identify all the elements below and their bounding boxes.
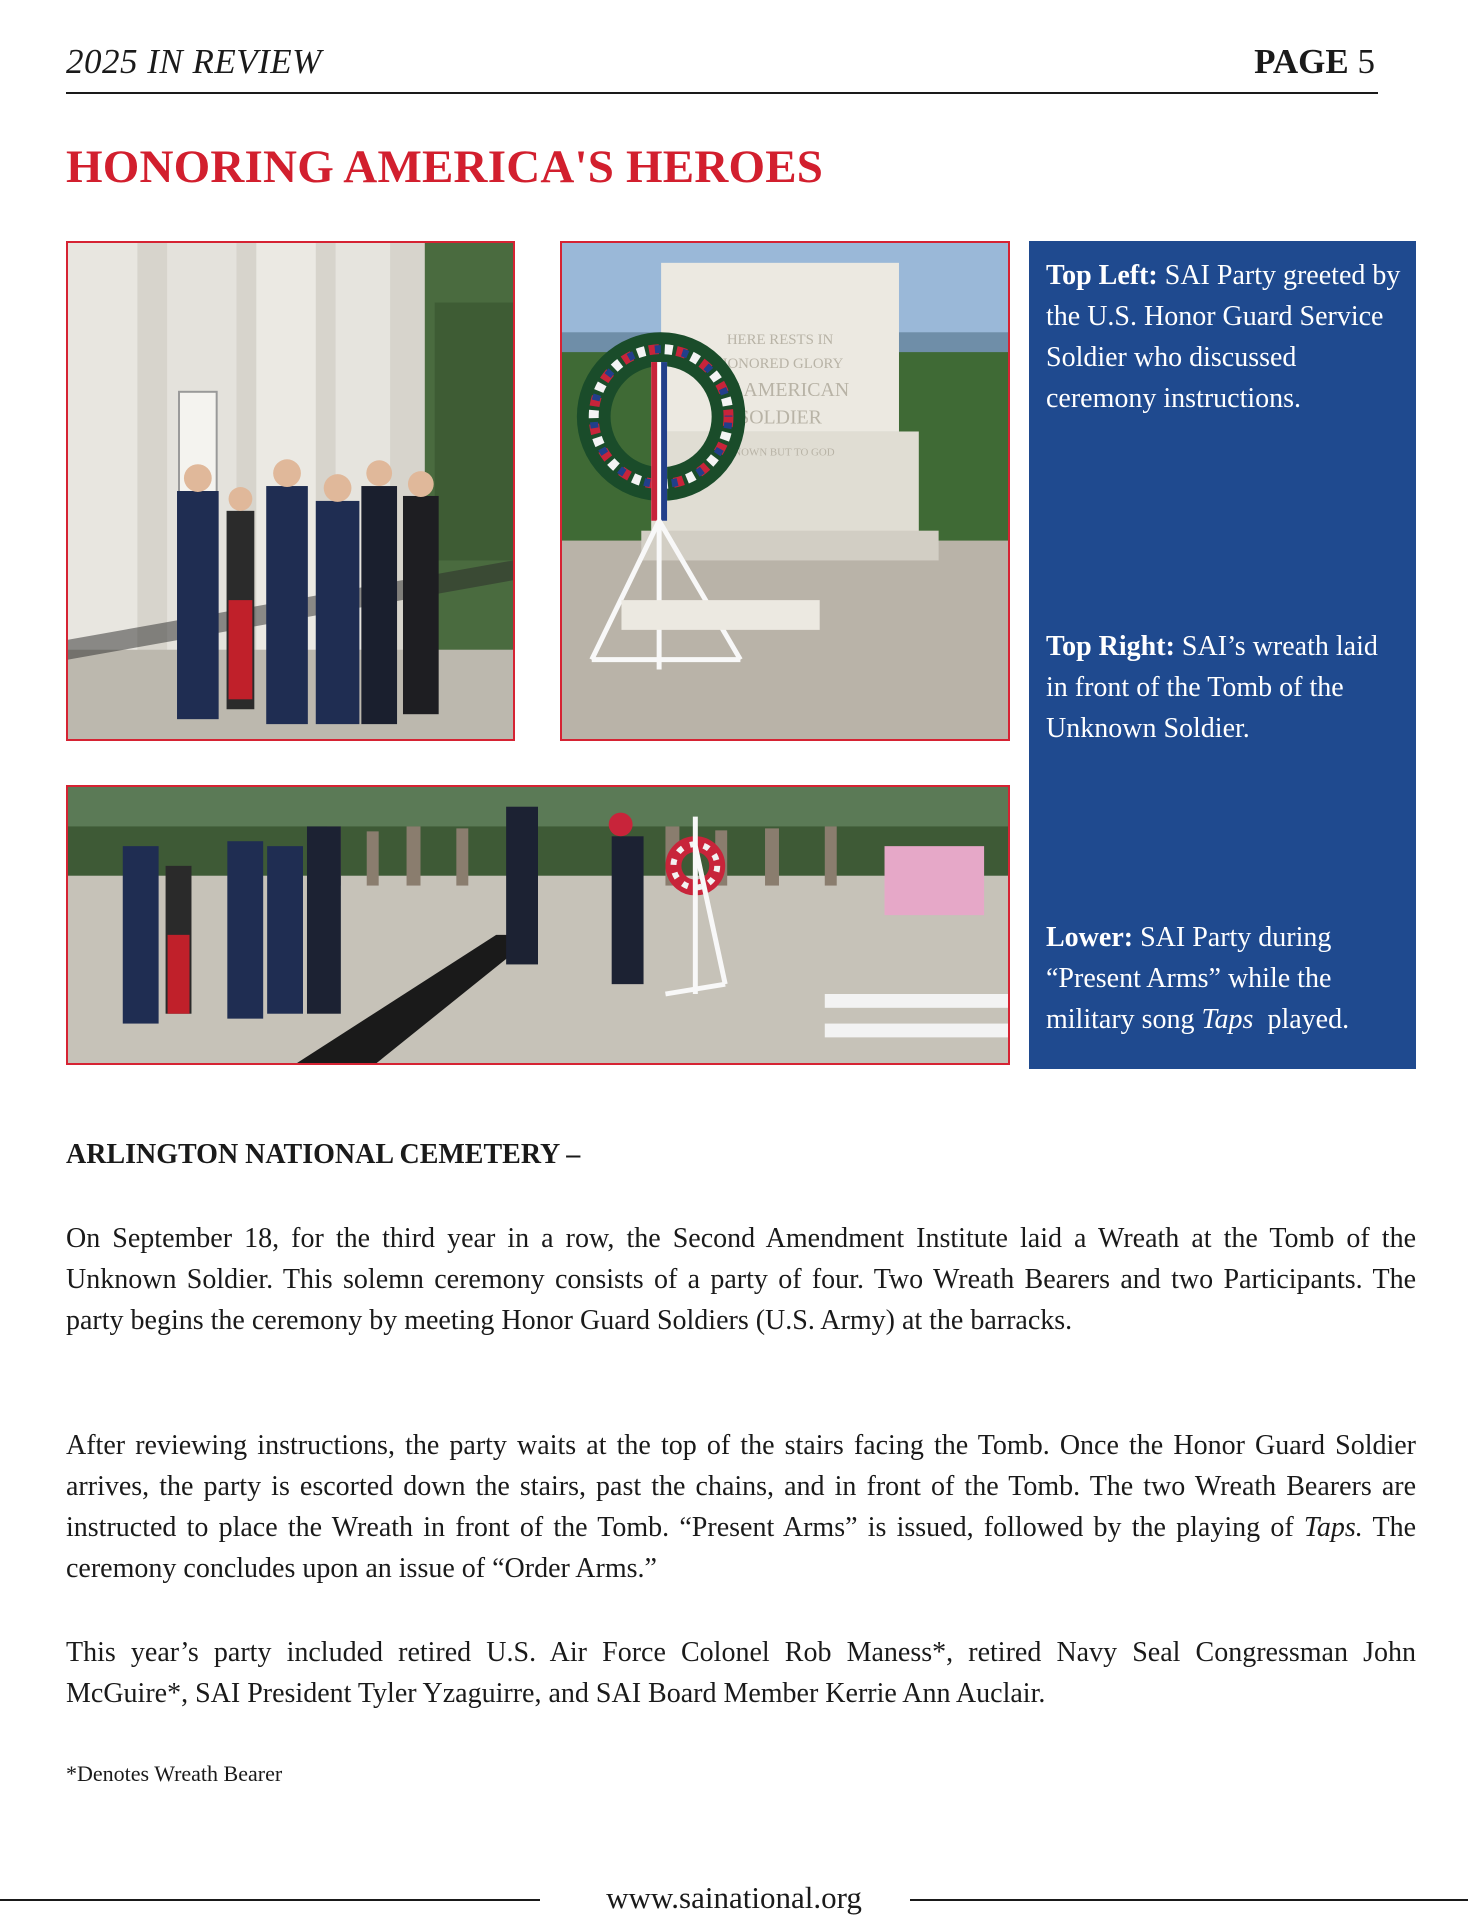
svg-text:HERE RESTS IN: HERE RESTS IN — [726, 332, 834, 349]
caption-top-left-text: SAI Party greeted by the U.S. Honor Guard Service Soldier who discussed ceremony instructions. — [1046, 260, 1401, 414]
photo-top-right — [560, 241, 1010, 741]
caption-top-right — [1046, 626, 1406, 749]
newsletter-issue-label: 2025 IN REVIEW — [66, 42, 322, 81]
caption-lower-label: Lower: — [1046, 922, 1134, 953]
photo-top-left — [66, 241, 515, 741]
svg-text:KNOWN BUT TO GOD: KNOWN BUT TO GOD — [725, 446, 835, 459]
photo-present-arms — [68, 787, 1008, 1063]
footnote: *Denotes Wreath Bearer — [66, 1761, 283, 1786]
page-number — [1254, 42, 1375, 82]
caption-top-right-text: SAI’s wreath laid in front of the Tomb of the Unknown Soldier. — [1046, 631, 1378, 744]
page-label: PAGE — [1254, 42, 1349, 81]
caption-lower-text-end: played. — [1253, 1004, 1350, 1035]
caption-lower-text: SAI Party during “Present Arms” while the military song — [1046, 922, 1332, 1035]
caption-lower-italic: Taps — [1201, 1004, 1254, 1035]
caption-lower — [1046, 917, 1406, 1040]
svg-text:AN AMERICAN: AN AMERICAN — [710, 378, 850, 401]
paragraph-2-italic: Taps. — [1303, 1512, 1363, 1543]
caption-top-right-label: Top Right: — [1046, 631, 1175, 662]
photo-lower — [66, 785, 1010, 1065]
photo-captions-panel — [1029, 241, 1416, 1069]
svg-text:SOLDIER: SOLDIER — [738, 406, 822, 429]
photo-party-on-steps — [68, 243, 513, 739]
svg-text:HONORED GLORY: HONORED GLORY — [716, 355, 844, 372]
paragraph-2-text-end: The ceremony concludes upon an issue of “Order Arms.” — [66, 1512, 1416, 1584]
article-paragraph-3: This year’s party included retired U.S. Air Force Colonel Rob Maness*, retired Navy Seal Congressman John McGuire*, SAI President Tyler Yzaguirre, and SAI Board Member Kerrie Ann Auclair. — [66, 1637, 1416, 1709]
section-heading: ARLINGTON NATIONAL CEMETERY – — [66, 1139, 581, 1170]
caption-top-left-label: Top Left: — [1046, 260, 1158, 291]
photo-tomb-wreath — [562, 243, 1008, 739]
paragraph-2-text: After reviewing instructions, the party waits at the top of the stairs facing the Tomb. Once the Honor Guard Soldier arrives, the party is escorted down the stairs, past the chains, and in front of the Tomb. The two Wreath Bearers are instructed to place the Wreath in front of the Tomb. “Present Arms” is issued, followed by the playing of — [66, 1430, 1416, 1543]
article-paragraph-2 — [66, 1425, 1416, 1589]
article-paragraph-1: On September 18, for the third year in a row, the Second Amendment Institute laid a Wreath at the Tomb of the Unknown Soldier. This solemn ceremony consists of a party of four. Two Wreath Bearers and two Participants. The party begins the ceremony by meeting Honor Guard Soldiers (U.S. Army) at the barracks. — [66, 1223, 1416, 1336]
page-title: HONORING AMERICA'S HEROES — [66, 141, 824, 193]
header-divider — [66, 92, 1378, 94]
footer-website — [0, 1880, 1468, 1916]
page-number-value: 5 — [1357, 42, 1375, 81]
caption-top-left — [1046, 255, 1406, 419]
footer-website-link[interactable]: www.sainational.org — [578, 1880, 890, 1915]
